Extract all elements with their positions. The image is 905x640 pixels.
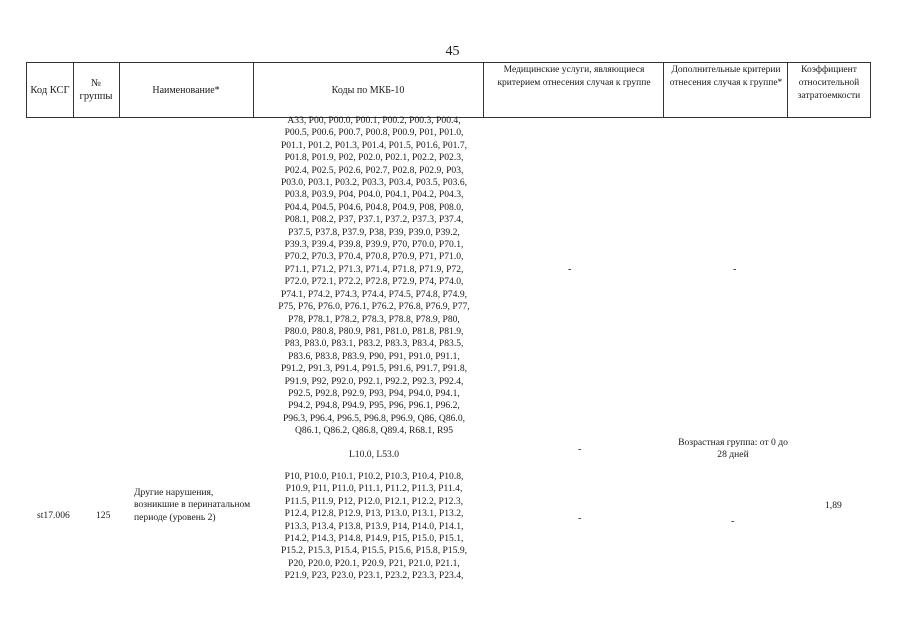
mkb-codes-line: P91.2, P91.3, P91.4, P91.5, P91.6, P91.7, P91.8, [280, 363, 468, 375]
col-divider-2 [119, 62, 120, 118]
mkb-codes-line: P37.5, P37.8, P37.9, P38, P39, P39.0, P39.2, [288, 226, 460, 238]
mkb-codes-line: P04.4, P04.5, P04.6, P04.8, P04.9, P08, P08.0, [284, 201, 464, 213]
ksg-code-cell: st17.006 [37, 510, 70, 521]
mkb-codes-line: A33, P00, P00.0, P00.1, P00.2, P00.3, P00.4, [287, 115, 461, 126]
table-right-border [870, 62, 871, 118]
mkb-codes-line: P39.3, P39.4, P39.8, P39.9, P70, P70.0, P70.1, [284, 239, 464, 251]
mkb-codes-line: P91.9, P92, P92.0, P92.1, P92.2, P92.3, P92.4, [284, 375, 464, 387]
mkb-codes-line: P10, P10.0, P10.1, P10.2, P10.3, P10.4, P10.8, [284, 471, 464, 482]
mkb-codes-line: P71.1, P71.2, P71.3, P71.4, P71.8, P71.9, P72, [284, 263, 464, 275]
med-services-dash-3: - [578, 513, 582, 524]
header-group-number: № группы [79, 78, 113, 102]
mkb-codes-line: P03.8, P03.9, P04, P04.0, P04.1, P04.2, P04.3, [284, 189, 464, 201]
mkb-codes-line: P00.5, P00.6, P00.7, P00.8, P00.9, P01, P01.0, [284, 127, 464, 139]
mkb-codes-line: P13.3, P13.4, P13.8, P13.9, P14, P14.0, P14.1, [284, 520, 464, 532]
mkb-codes-line: P83, P83.0, P83.1, P83.2, P83.3, P83.4, P83.5, [284, 338, 464, 350]
header-coefficient: Коэффициент относительной затратоемкости [797, 65, 861, 101]
mkb-codes-line: P20, P20.0, P20.1, P20.9, P21, P21.0, P21.1, [288, 557, 460, 569]
mkb-codes-line: P72.0, P72.1, P72.2, P72.8, P72.9, P74, P74.0, [284, 276, 464, 288]
header-ksg-code: Код КСГ [30, 84, 70, 96]
group-number-cell: 125 [96, 510, 111, 521]
coefficient-cell: 1,89 [825, 500, 842, 511]
table-top-border [26, 62, 871, 63]
mkb-codes-block-3 [262, 471, 486, 583]
col-divider-6 [787, 62, 788, 118]
mkb-codes-line: P03.0, P03.1, P03.2, P03.3, P03.4, P03.5, P03.6, [280, 177, 468, 189]
col-divider-3 [253, 62, 254, 118]
mkb-codes-line: P02.4, P02.5, P02.6, P02.7, P02.8, P02.9, P03, [284, 164, 464, 176]
mkb-codes-line: P96.3, P96.4, P96.5, P96.8, P96.9, Q86, Q86.0, [282, 412, 466, 424]
mkb-codes-line: P74.1, P74.2, P74.3, P74.4, P74.5, P74.8, P74.9, [280, 288, 468, 300]
mkb-codes-line: P80.0, P80.8, P80.9, P81, P81.0, P81.8, P81.9, [284, 325, 464, 337]
mkb-codes-line: P92.5, P92.8, P92.9, P93, P94, P94.0, P94.1, [288, 387, 460, 399]
col-divider-1 [73, 62, 74, 118]
mkb-codes-block-2: L10.0, L53.0 [348, 449, 400, 460]
age-criterion-cell: Возрастная группа: от 0 до 28 дней [678, 437, 788, 461]
mkb-codes-line: P70.2, P70.3, P70.4, P70.8, P70.9, P71, P71.0, [284, 251, 464, 263]
mkb-codes-line: P11.5, P11.9, P12, P12.0, P12.1, P12.2, P12.3, [284, 495, 464, 507]
mkb-codes-line: P21.9, P23, P23.0, P23.1, P23.2, P23.3, P23.4, [284, 570, 464, 582]
col-divider-5 [663, 62, 664, 118]
med-services-dash-1: - [568, 264, 572, 275]
page-number: 45 [445, 44, 460, 59]
mkb-codes-line: P12.4, P12.8, P12.9, P13, P13.0, P13.1, P13.2, [284, 508, 464, 520]
mkb-codes-line: P01.1, P01.2, P01.3, P01.4, P01.5, P01.6, P01.7, [280, 139, 468, 151]
mkb-codes-line: P94.2, P94.8, P94.9, P95, P96, P96.1, P96.2, [288, 400, 460, 412]
table-left-border [26, 62, 27, 118]
mkb-codes-line: P78, P78.1, P78.2, P78.3, P78.8, P78.9, P80, [288, 313, 460, 325]
mkb-codes-block-1 [262, 115, 486, 438]
mkb-codes-line: P83.6, P83.8, P83.9, P90, P91, P91.0, P91.1, [288, 350, 460, 362]
mkb-codes-line: P10.9, P11, P11.0, P11.1, P11.2, P11.3, P11.4, [285, 483, 463, 495]
mkb-codes-line: P08.1, P08.2, P37, P37.1, P37.2, P37.3, P37.4, [284, 214, 464, 226]
mkb-codes-line: P75, P76, P76.0, P76.1, P76.2, P76.8, P76.9, P77, [278, 301, 470, 313]
group-name-cell: Другие нарушения, возникшие в перинатальном периоде (уровень 2) [134, 487, 251, 523]
extra-criteria-dash-1: - [733, 264, 737, 275]
header-name: Наименование* [152, 84, 220, 96]
header-medical-services: Медицинские услуги, являющиеся критерием отнесения случая к группе [497, 65, 651, 88]
mkb-codes-line: P01.8, P01.9, P02, P02.0, P02.1, P02.2, P02.3, [284, 152, 464, 164]
med-services-dash-2: - [578, 444, 582, 455]
mkb-codes-line: Q86.1, Q86.2, Q86.8, Q89.4, R68.1, R95 [294, 425, 454, 437]
mkb-codes-line: P14.2, P14.3, P14.8, P14.9, P15, P15.0, P15.1, [284, 533, 464, 545]
mkb-codes-line: P15.2, P15.3, P15.4, P15.5, P15.6, P15.8, P15.9, [280, 545, 468, 557]
col-divider-4 [483, 62, 484, 118]
header-mkb-codes: Коды по МКБ-10 [331, 84, 405, 96]
header-extra-criteria: Дополнительные критерии отнесения случая к группе* [669, 65, 783, 88]
extra-criteria-dash-2: - [731, 516, 735, 527]
